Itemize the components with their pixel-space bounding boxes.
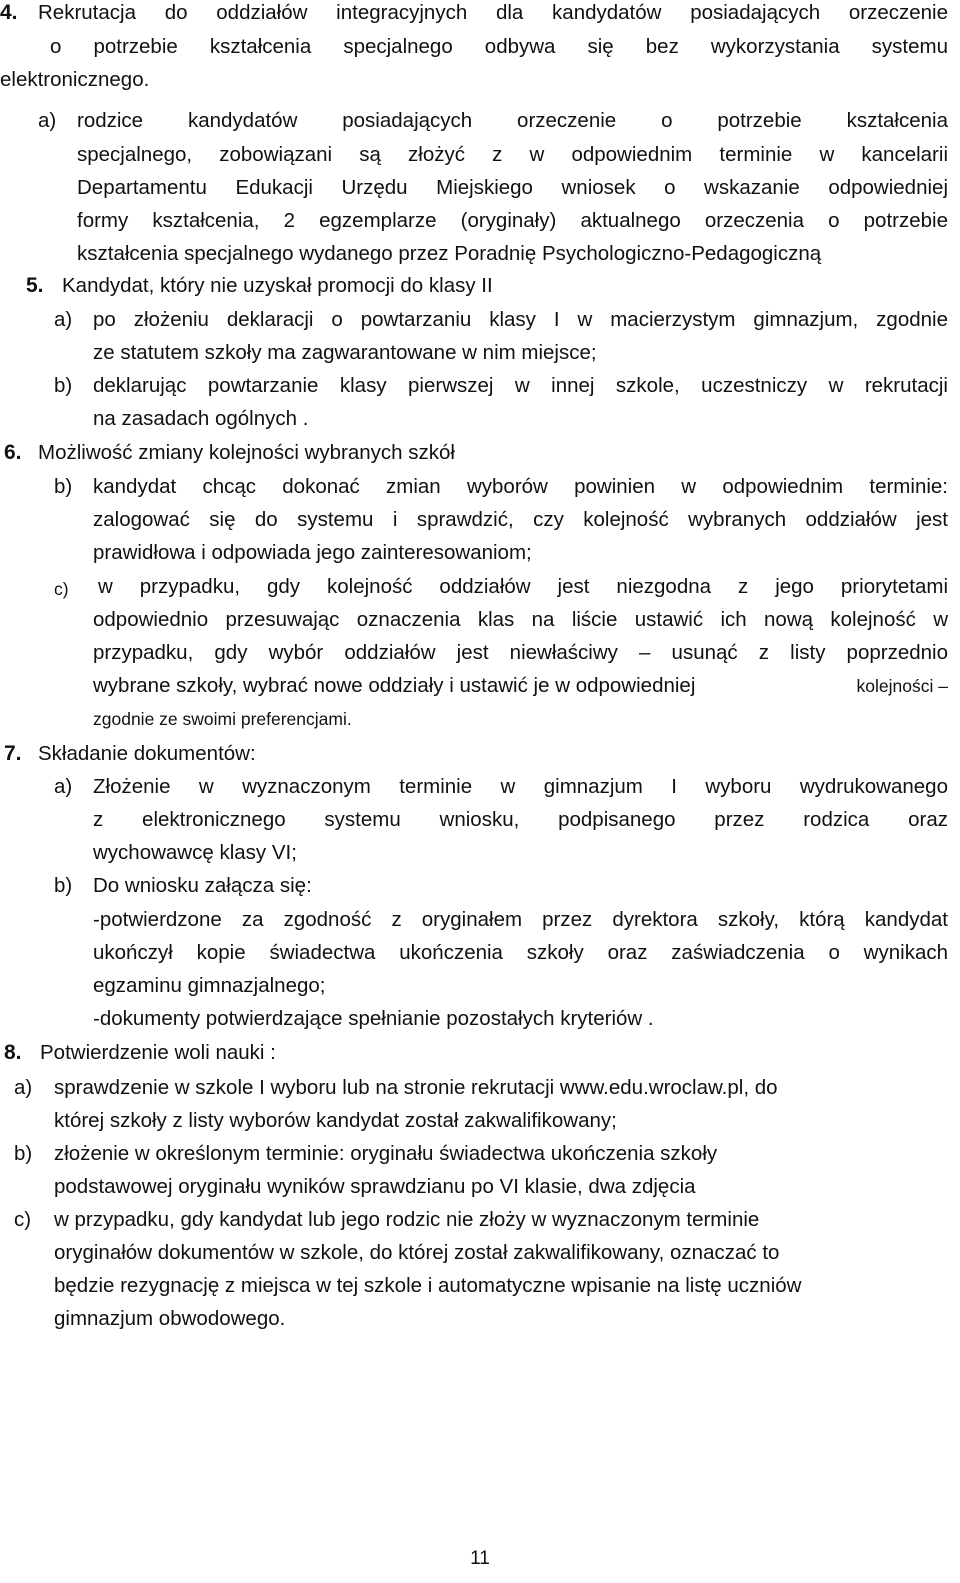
section-4-a-line-3: Departamentu Edukacji Urzędu Miejskiego wniosek o wskazanie odpowiedniej bbox=[77, 176, 948, 199]
section-6-b-marker: b) bbox=[54, 475, 73, 498]
section-7-b-line-2: -potwierdzone za zgodność z oryginałem przez dyrektora szkoły, którą kandydat bbox=[93, 908, 948, 931]
section-6-number: 6. bbox=[4, 441, 22, 464]
section-8-c-marker: c) bbox=[14, 1208, 32, 1231]
section-4-line-3: elektronicznego. bbox=[0, 68, 150, 91]
section-6-c-line-4-end: kolejności – bbox=[856, 676, 948, 696]
section-7-b-line-5: -dokumenty potwierdzające spełnianie pozostałych kryteriów . bbox=[93, 1007, 654, 1030]
section-6-c-line-4 bbox=[93, 673, 948, 699]
section-6-c-marker: c) bbox=[54, 579, 69, 599]
section-5-b-line-1: deklarując powtarzanie klasy pierwszej w innej szkole, uczestniczy w rekrutacji bbox=[93, 374, 948, 397]
section-5-b-marker: b) bbox=[54, 374, 73, 397]
section-7-b-line-4: egzaminu gimnazjalnego; bbox=[93, 974, 326, 997]
section-6-c-line-2: odpowiednio przesuwając oznaczenia klas na liście ustawić ich nową kolejność w bbox=[93, 608, 948, 631]
section-8-b-line-1: złożenie w określonym terminie: oryginału świadectwa ukończenia szkoły bbox=[54, 1142, 718, 1165]
section-8-b-line-2: podstawowej oryginału wyników sprawdzianu po VI klasie, dwa zdjęcia bbox=[54, 1175, 696, 1198]
section-8-c-line-1: w przypadku, gdy kandydat lub jego rodzic nie złoży w wyznaczonym terminie bbox=[54, 1208, 760, 1231]
page-number: 11 bbox=[470, 1548, 490, 1569]
section-6-b-line-3: prawidłowa i odpowiada jego zainteresowaniom; bbox=[93, 541, 532, 564]
section-5-a-marker: a) bbox=[54, 308, 73, 331]
section-4-a-line-2: specjalnego, zobowiązani są złożyć z w odpowiednim terminie w kancelarii bbox=[77, 143, 948, 166]
section-4-a-marker: a) bbox=[38, 109, 57, 132]
section-6-c-line-4-main: wybrane szkoły, wybrać nowe oddziały i ustawić je w odpowiedniej bbox=[93, 674, 696, 697]
section-5-a-line-2: ze statutem szkoły ma zagwarantowane w nim miejsce; bbox=[93, 341, 597, 364]
section-8-b-marker: b) bbox=[14, 1142, 33, 1165]
section-4-line-1: Rekrutacja do oddziałów integracyjnych dla kandydatów posiadających orzeczenie bbox=[38, 1, 948, 24]
section-8-c-line-4: gimnazjum obwodowego. bbox=[54, 1307, 286, 1330]
section-5-title: Kandydat, który nie uzyskał promocji do klasy II bbox=[62, 274, 493, 297]
section-8-a-marker: a) bbox=[14, 1076, 33, 1099]
section-6-b-line-1: kandydat chcąc dokonać zmian wyborów powinien w odpowiednim terminie: bbox=[93, 475, 948, 498]
section-6-title: Możliwość zmiany kolejności wybranych szkół bbox=[38, 441, 455, 464]
section-8-a-line-2: której szkoły z listy wyborów kandydat został zakwalifikowany; bbox=[54, 1109, 617, 1132]
section-4-a-line-1: rodzice kandydatów posiadających orzeczenie o potrzebie kształcenia bbox=[77, 109, 948, 132]
section-7-b-line-1: Do wniosku załącza się: bbox=[93, 874, 312, 897]
section-8-c-line-3: będzie rezygnację z miejsca w tej szkole i automatyczne wpisanie na listę uczniów bbox=[54, 1274, 802, 1297]
section-7-a-line-3: wychowawcę klasy VI; bbox=[93, 841, 297, 864]
section-8-c-line-2: oryginałów dokumentów w szkole, do której został zakwalifikowany, oznaczać to bbox=[54, 1241, 780, 1264]
section-5-a-line-1: po złożeniu deklaracji o powtarzaniu klasy I w macierzystym gimnazjum, zgodnie bbox=[93, 308, 948, 331]
section-7-a-line-1: Złożenie w wyznaczonym terminie w gimnazjum I wyboru wydrukowanego bbox=[93, 775, 948, 798]
section-7-a-marker: a) bbox=[54, 775, 73, 798]
section-4-a-line-4: formy kształcenia, 2 egzemplarze (oryginały) aktualnego orzeczenia o potrzebie bbox=[77, 209, 948, 232]
section-4-a-line-5: kształcenia specjalnego wydanego przez Poradnię Psychologiczno-Pedagogiczną bbox=[77, 242, 822, 265]
section-7-b-line-3: ukończył kopie świadectwa ukończenia szkoły oraz zaświadczenia o wynikach bbox=[93, 941, 948, 964]
section-6-c-line-5: zgodnie ze swoimi preferencjami. bbox=[93, 709, 352, 729]
section-7-number: 7. bbox=[4, 742, 22, 765]
section-6-c-line-1: w przypadku, gdy kolejność oddziałów jest niezgodna z jego priorytetami bbox=[98, 575, 948, 598]
section-5-b-line-2: na zasadach ogólnych . bbox=[93, 407, 309, 430]
section-8-a-line-1: sprawdzenie w szkole I wyboru lub na stronie rekrutacji www.edu.wroclaw.pl, do bbox=[54, 1076, 778, 1099]
section-6-b-line-2: zalogować się do systemu i sprawdzić, czy kolejność wybranych oddziałów jest bbox=[93, 508, 948, 531]
section-4-line-2: o potrzebie kształcenia specjalnego odbywa się bez wykorzystania systemu bbox=[50, 35, 948, 58]
section-5-number: 5. bbox=[26, 274, 44, 297]
section-7-b-marker: b) bbox=[54, 874, 73, 897]
section-6-c-line-3: przypadku, gdy wybór oddziałów jest niewłaściwy – usunąć z listy poprzednio bbox=[93, 641, 948, 664]
section-4-number: 4. bbox=[0, 1, 18, 24]
section-7-title: Składanie dokumentów: bbox=[38, 742, 256, 765]
section-8-title: Potwierdzenie woli nauki : bbox=[40, 1041, 276, 1064]
section-7-a-line-2: z elektronicznego systemu wniosku, podpisanego przez rodzica oraz bbox=[93, 808, 948, 831]
section-8-number: 8. bbox=[4, 1041, 22, 1064]
